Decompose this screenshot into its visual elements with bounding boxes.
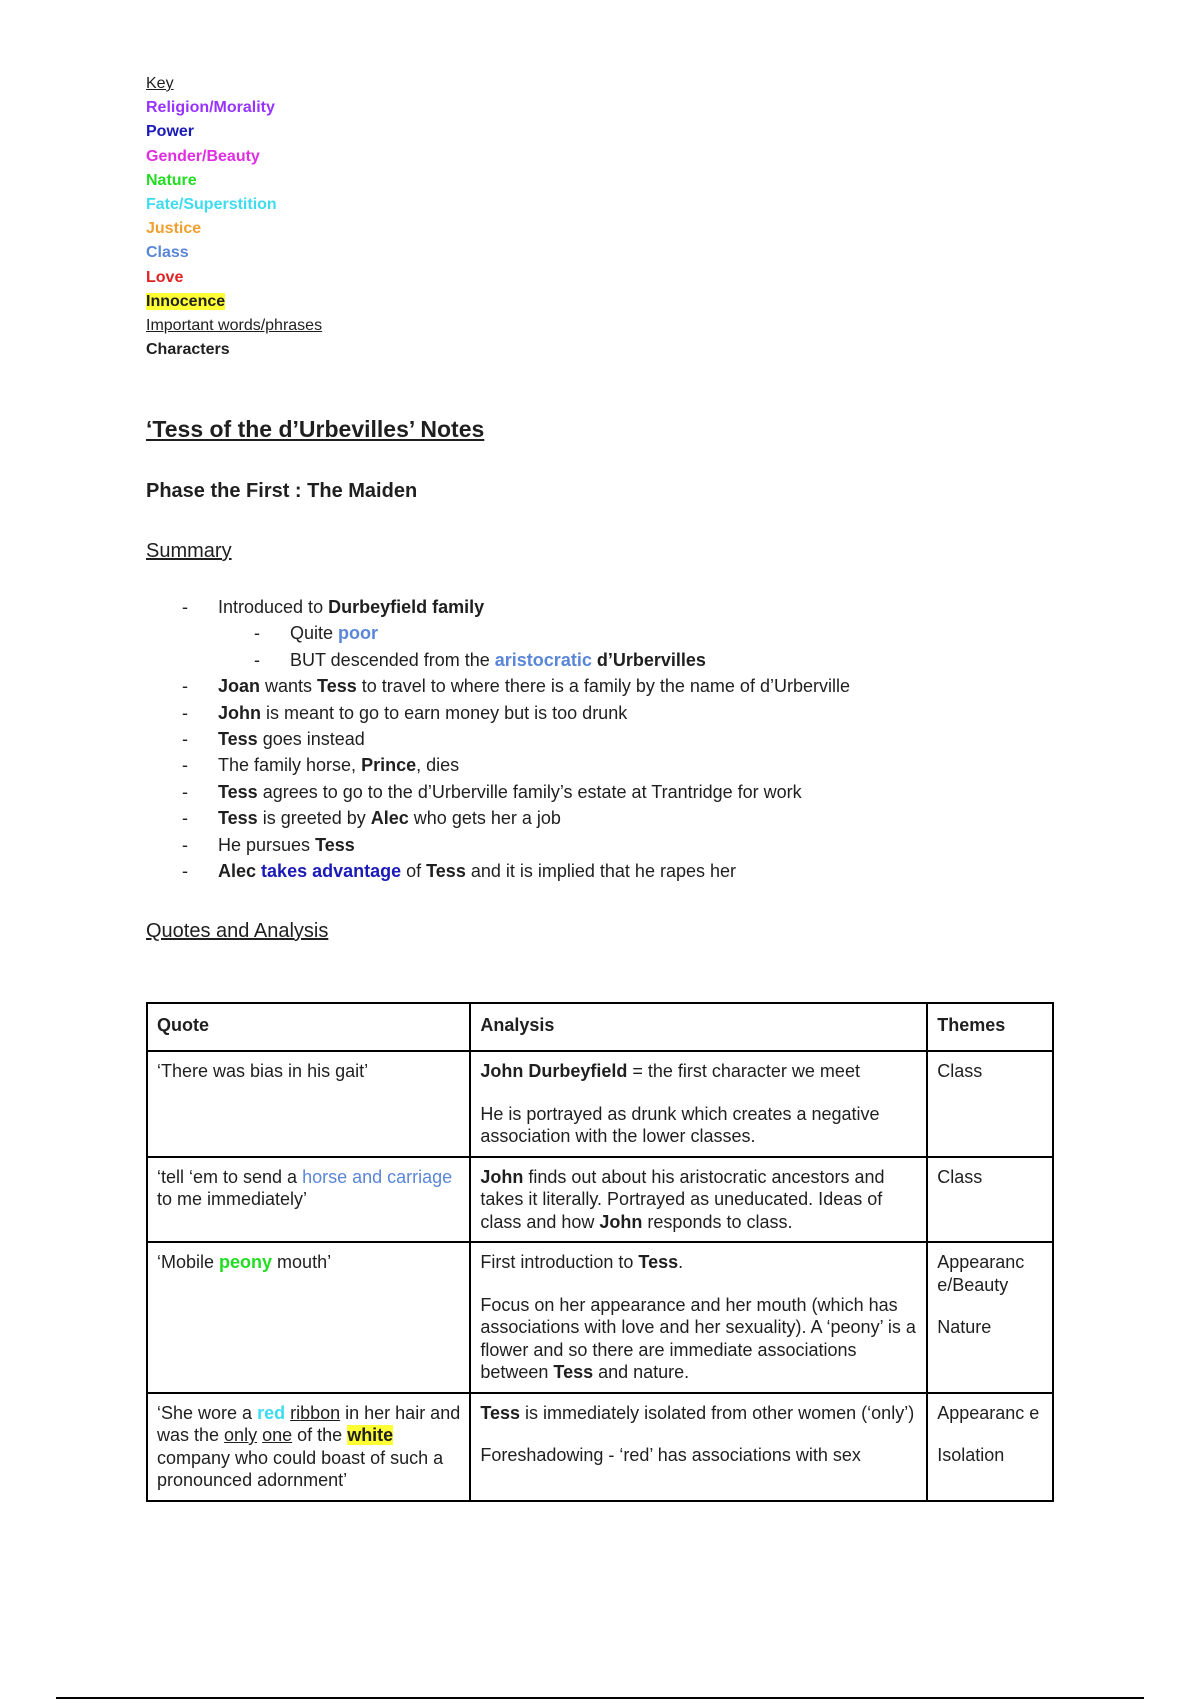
- key-item: [146, 120, 322, 144]
- analysis-cell: [470, 1393, 927, 1501]
- bullet-text: [218, 594, 484, 620]
- cell-paragraph: [937, 1444, 1043, 1467]
- bullet-dash: -: [182, 808, 188, 829]
- text-run: Alec: [370, 808, 409, 829]
- cell-paragraph: [480, 1103, 917, 1148]
- key-item: [146, 96, 322, 120]
- phase-heading: Phase the First : The Maiden: [146, 480, 418, 502]
- key-item-label: Fate/Superstition: [146, 196, 277, 214]
- text-run: ‘There was bias in his gait’: [157, 1061, 369, 1081]
- bullet-text: [218, 779, 802, 805]
- bullet-dash: -: [182, 728, 188, 749]
- bullet-text: [218, 805, 561, 831]
- table-header-row: [147, 1003, 1053, 1051]
- summary-heading: Summary: [146, 540, 232, 562]
- cell-paragraph: [157, 1251, 460, 1274]
- bullet-dash: -: [182, 834, 188, 855]
- text-run: aristocratic: [494, 649, 592, 670]
- cell-paragraph: [937, 1251, 1043, 1296]
- bullet-dash: -: [182, 781, 188, 802]
- paragraph-gap: [480, 1083, 917, 1103]
- text-run: to me immediately’: [157, 1189, 308, 1209]
- text-run: agrees to go to the d’Urberville family’s estate at Trantridge for work: [257, 781, 802, 802]
- text-run: takes advantage: [261, 860, 402, 881]
- bullet-text: [218, 752, 459, 778]
- cell-paragraph: [480, 1444, 917, 1467]
- paragraph-gap: [480, 1424, 917, 1444]
- column-header-themes: Themes: [927, 1003, 1053, 1051]
- text-run: company who could boast of such a pronounced adornment’: [157, 1447, 444, 1490]
- quote-cell: [147, 1242, 470, 1393]
- quote-cell: [147, 1393, 470, 1501]
- text-run: Tess: [426, 860, 466, 881]
- text-run: ‘tell ‘em to send a: [157, 1166, 303, 1187]
- text-run: Isolation: [937, 1445, 1005, 1465]
- text-run: Tess: [553, 1362, 594, 1382]
- bullet-dash: -: [254, 649, 260, 670]
- themes-cell: [927, 1051, 1053, 1157]
- text-run: white: [347, 1425, 394, 1445]
- text-run: in her hair and was the: [157, 1402, 461, 1445]
- key-item-label: Important words/phrases: [146, 317, 323, 335]
- text-run: Class: [937, 1061, 983, 1081]
- text-run: Class: [937, 1166, 983, 1187]
- key-item: [146, 290, 322, 314]
- text-run: Focus on her appearance and her mouth (which has associations with love and her sexuality). A ‘peony’ is a flower and so there are immediate associations between: [480, 1294, 916, 1382]
- key-item: [146, 314, 322, 338]
- text-run: John: [480, 1166, 524, 1187]
- text-run: one: [262, 1425, 293, 1445]
- key-item-label: Class: [146, 244, 189, 262]
- text-run: of: [401, 860, 427, 881]
- text-run: goes instead: [257, 728, 365, 749]
- text-run: to travel to where there is a family by the name of d’Urberville: [356, 676, 850, 697]
- text-run: responds to class.: [642, 1211, 793, 1232]
- text-run: The family horse,: [218, 755, 362, 776]
- table-row: [147, 1157, 1053, 1243]
- text-run: John: [599, 1211, 643, 1232]
- cell-paragraph: [480, 1402, 917, 1425]
- document-title: ‘Tess of the d’Urbevilles’ Notes: [146, 416, 485, 442]
- text-run: Durbeyfield family: [328, 597, 485, 617]
- text-run: and it is implied that he rapes her: [465, 860, 736, 881]
- text-run: ‘She wore a: [157, 1402, 258, 1423]
- key-item: [146, 193, 322, 217]
- cell-paragraph: [480, 1294, 917, 1384]
- key-item-label: Gender/Beauty: [146, 147, 260, 165]
- colour-key: [146, 72, 322, 362]
- themes-cell: [927, 1242, 1053, 1393]
- cell-paragraph: [937, 1316, 1043, 1339]
- text-run: Tess: [218, 808, 258, 829]
- text-run: Tess: [218, 728, 258, 749]
- paragraph-gap: [480, 1274, 917, 1294]
- text-run: is meant to go to earn money but is too drunk: [261, 702, 628, 723]
- quote-cell: [147, 1051, 470, 1157]
- text-run: mouth’: [272, 1252, 332, 1272]
- key-item: [146, 241, 322, 265]
- key-item-label: Religion/Morality: [146, 99, 275, 117]
- bullet-dash: -: [182, 702, 188, 723]
- text-run: ‘Mobile: [157, 1252, 220, 1272]
- text-run: Tess: [480, 1402, 521, 1423]
- bullet-dash: -: [182, 676, 188, 697]
- analysis-cell: [470, 1157, 927, 1243]
- bullet-text: [290, 620, 378, 646]
- text-run: .: [678, 1252, 684, 1272]
- cell-paragraph: [157, 1402, 460, 1492]
- cell-paragraph: [937, 1166, 1043, 1189]
- cell-paragraph: [157, 1166, 460, 1211]
- bullet-text: [218, 726, 365, 752]
- text-run: , dies: [416, 755, 460, 776]
- column-header-quote: Quote: [147, 1003, 470, 1051]
- text-run: wants: [260, 676, 318, 697]
- text-run: BUT descended from the: [290, 649, 495, 670]
- bullet-dash: -: [182, 597, 188, 617]
- text-run: Tess: [315, 834, 355, 855]
- text-run: d’Urbervilles: [591, 649, 706, 670]
- cell-paragraph: [480, 1251, 917, 1274]
- text-run: First introduction to: [480, 1252, 639, 1272]
- cell-paragraph: [157, 1060, 460, 1083]
- quotes-heading: Quotes and Analysis: [146, 920, 329, 942]
- key-heading: Key: [146, 75, 174, 92]
- text-run: horse and carriage: [302, 1166, 453, 1187]
- key-item: [146, 145, 322, 169]
- key-item: [146, 266, 322, 290]
- text-run: John Durbeyfield: [480, 1061, 628, 1081]
- text-run: poor: [338, 623, 379, 644]
- text-run: Appearanc e: [937, 1402, 1040, 1423]
- bullet-dash: -: [254, 623, 260, 644]
- text-run: He is portrayed as drunk which creates a negative association with the lower classes.: [480, 1103, 880, 1146]
- table-row: [147, 1393, 1053, 1501]
- table-row: [147, 1051, 1053, 1157]
- text-run: = the first character we meet: [627, 1061, 860, 1081]
- key-item-label: Nature: [146, 171, 197, 189]
- text-run: He pursues: [218, 834, 316, 855]
- key-item: [146, 338, 322, 362]
- key-items: [146, 96, 322, 362]
- cell-paragraph: [937, 1402, 1043, 1425]
- text-run: Quite: [290, 623, 339, 644]
- text-run: is greeted by: [257, 808, 371, 829]
- page-bottom-rule: [56, 1697, 1144, 1699]
- table-row: [147, 1242, 1053, 1393]
- bullet-text: [290, 647, 706, 673]
- text-run: ribbon: [290, 1402, 341, 1423]
- bullet-text: [218, 832, 355, 858]
- cell-paragraph: [480, 1166, 917, 1234]
- bullet-dash: -: [182, 755, 188, 776]
- text-run: only: [224, 1425, 258, 1445]
- text-run: Appearanc e/Beauty: [937, 1252, 1025, 1295]
- text-run: Prince: [361, 755, 417, 776]
- bullet-dash: -: [182, 860, 188, 881]
- paragraph-gap: [937, 1296, 1043, 1316]
- column-header-analysis: Analysis: [470, 1003, 927, 1051]
- paragraph-gap: [937, 1424, 1043, 1444]
- key-item-label: Characters: [146, 341, 230, 359]
- quote-cell: [147, 1157, 470, 1243]
- cell-paragraph: [480, 1060, 917, 1083]
- analysis-cell: [470, 1051, 927, 1157]
- text-run: of the: [292, 1425, 348, 1445]
- key-item-label: Love: [146, 268, 184, 286]
- key-item-label: Innocence: [146, 292, 226, 310]
- text-run: Joan: [218, 676, 261, 697]
- text-run: who gets her a job: [408, 808, 561, 829]
- text-run: John: [218, 702, 261, 723]
- text-run: finds out about his aristocratic ancestors and takes it literally. Portrayed as uneducated. Ideas of class and how: [480, 1166, 885, 1232]
- text-run: Introduced to: [218, 597, 329, 617]
- text-run: Foreshadowing - ‘red’ has associations with sex: [480, 1445, 861, 1465]
- text-run: and nature.: [593, 1362, 690, 1382]
- bullet-text: [218, 700, 627, 726]
- text-run: Alec: [218, 860, 257, 881]
- key-item: [146, 169, 322, 193]
- text-run: red: [257, 1402, 286, 1423]
- text-run: peony: [219, 1252, 273, 1272]
- key-item: [146, 217, 322, 241]
- text-run: Tess: [638, 1252, 679, 1272]
- bullet-text: [218, 673, 850, 699]
- text-run: is immediately isolated from other women (‘only’): [520, 1402, 915, 1423]
- bullet-text: [218, 858, 736, 884]
- key-item-label: Power: [146, 123, 195, 141]
- quotes-table-body: [147, 1003, 1053, 1501]
- cell-paragraph: [937, 1060, 1043, 1083]
- analysis-cell: [470, 1242, 927, 1393]
- quotes-table: [146, 1002, 1054, 1502]
- text-run: Nature: [937, 1317, 992, 1337]
- text-run: Tess: [218, 781, 258, 802]
- themes-cell: [927, 1393, 1053, 1501]
- text-run: Tess: [317, 676, 357, 697]
- themes-cell: [927, 1157, 1053, 1243]
- key-item-label: Justice: [146, 220, 202, 238]
